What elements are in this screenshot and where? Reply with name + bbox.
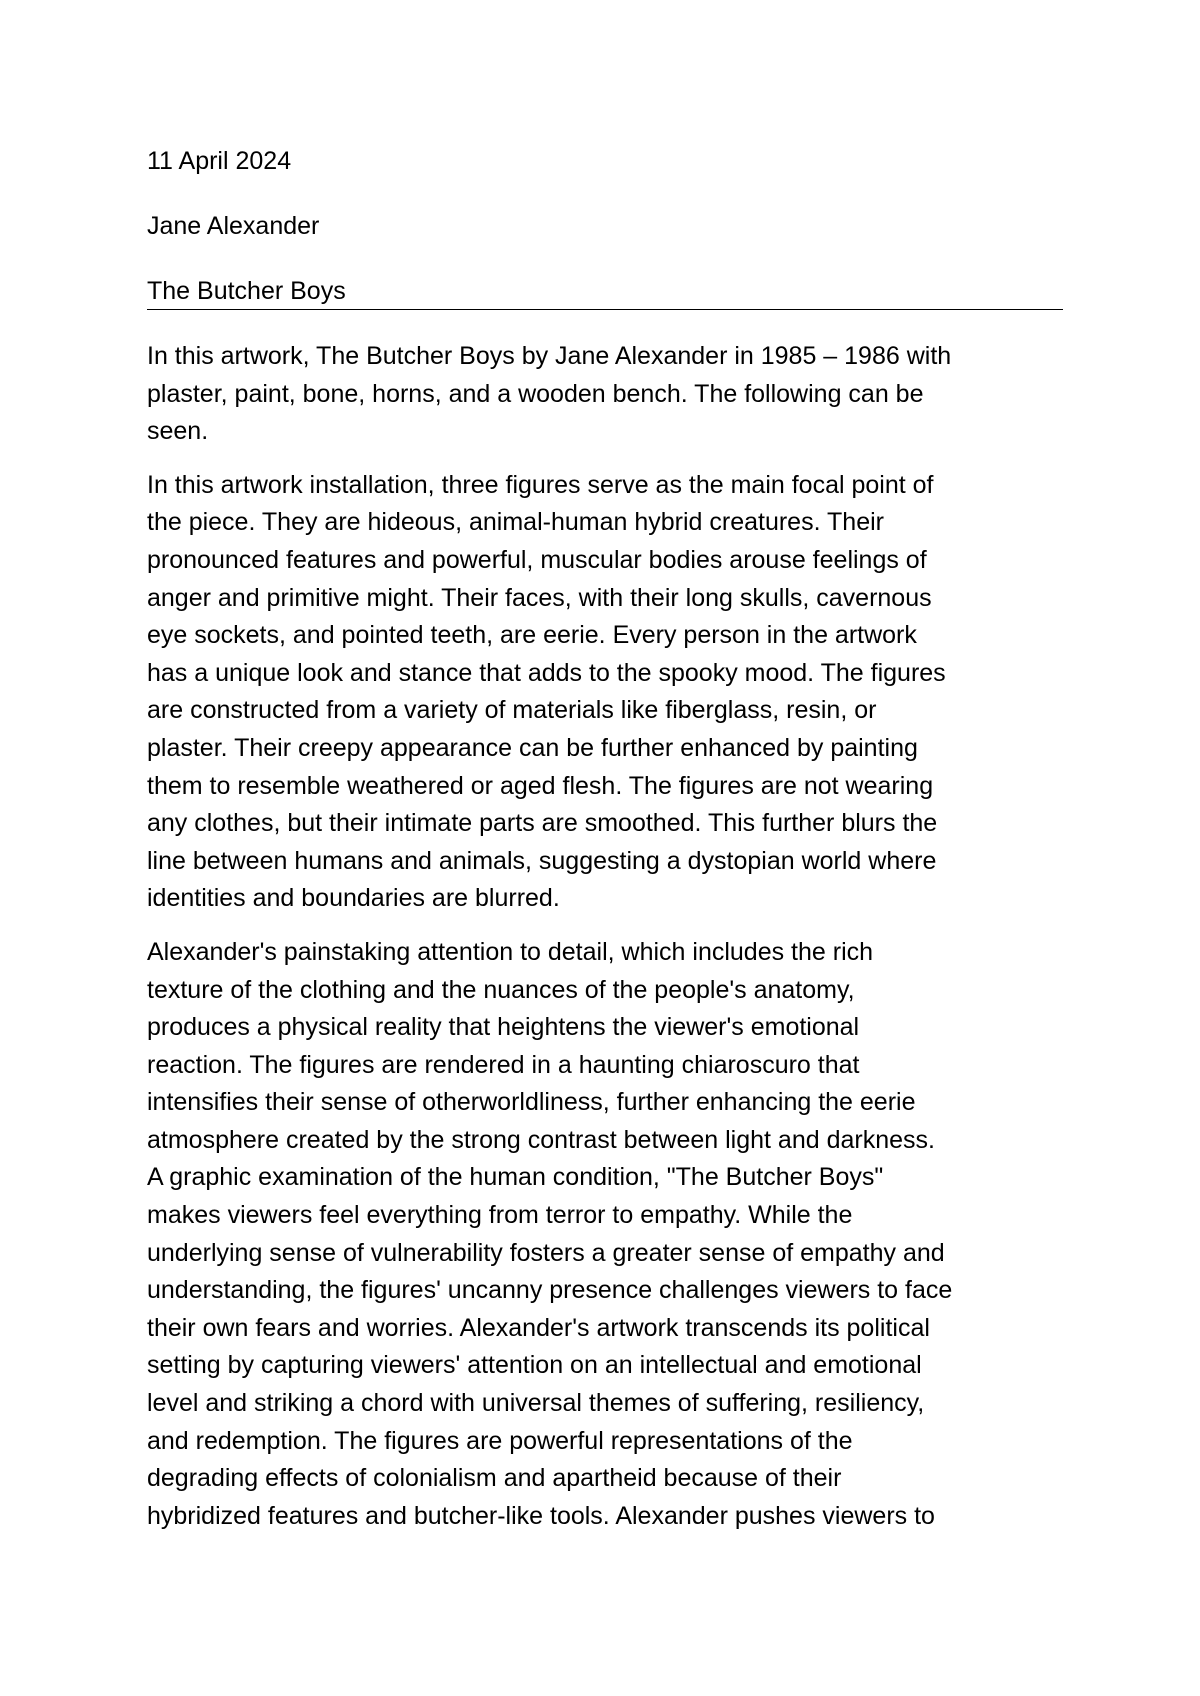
paragraph-line: seen. — [147, 417, 209, 446]
paragraph-line: In this artwork, The Butcher Boys by Jane Alexander in 1985 – 1986 with — [147, 342, 952, 370]
paragraph-line: and redemption. The figures are powerful representations of the — [147, 1426, 853, 1455]
paragraph-line: plaster. Their creepy appearance can be further enhanced by painting — [147, 733, 918, 762]
paragraph-line: Alexander's painstaking attention to detail, which includes the rich — [147, 937, 874, 966]
paragraph-line: their own fears and worries. Alexander's artwork transcends its political — [147, 1313, 930, 1342]
paragraph-line: intensifies their sense of otherworldliness, further enhancing the eerie — [147, 1088, 916, 1117]
paragraph-line: identities and boundaries are blurred. — [147, 884, 560, 913]
paragraph-line: makes viewers feel everything from terror to empathy. While the — [147, 1201, 853, 1230]
paragraph-line: texture of the clothing and the nuances of the people's anatomy, — [147, 975, 855, 1004]
paragraph-line: them to resemble weathered or aged flesh. The figures are not wearing — [147, 771, 934, 800]
paragraph-line: level and striking a chord with universal themes of suffering, resiliency, — [147, 1389, 925, 1418]
paragraph-line: has a unique look and stance that adds to the spooky mood. The figures — [147, 658, 946, 687]
paragraph-line: A graphic examination of the human condition, "The Butcher Boys" — [147, 1163, 884, 1192]
paragraph-line: underlying sense of vulnerability fosters a greater sense of empathy and — [147, 1238, 945, 1267]
paragraph — [147, 338, 1063, 451]
paragraph-line: pronounced features and powerful, muscular bodies arouse feelings of — [147, 545, 927, 574]
paragraph-line: any clothes, but their intimate parts are smoothed. This further blurs the — [147, 809, 938, 838]
title-rule — [147, 273, 1063, 310]
paragraph-line: produces a physical reality that heightens the viewer's emotional — [147, 1013, 860, 1042]
document-title: The Butcher Boys — [147, 277, 346, 305]
paragraph-line: anger and primitive might. Their faces, with their long skulls, cavernous — [147, 583, 932, 612]
document-date: 11 April 2024 — [147, 147, 292, 175]
paragraph-line: In this artwork installation, three figures serve as the main focal point of — [147, 470, 934, 499]
paragraph-line: the piece. They are hideous, animal-human hybrid creatures. Their — [147, 508, 884, 537]
paragraph-line: are constructed from a variety of materials like fiberglass, resin, or — [147, 696, 877, 725]
paragraph-line: understanding, the figures' uncanny presence challenges viewers to face — [147, 1276, 953, 1305]
document-author: Jane Alexander — [147, 212, 320, 240]
paragraph-line: hybridized features and butcher-like tools. Alexander pushes viewers to — [147, 1501, 935, 1530]
document-page — [147, 143, 1063, 1551]
paragraph-line: eye sockets, and pointed teeth, are eerie. Every person in the artwork — [147, 621, 917, 650]
paragraph-line: plaster, paint, bone, horns, and a wooden bench. The following can be — [147, 379, 924, 408]
paragraph-line: line between humans and animals, suggesting a dystopian world where — [147, 846, 937, 875]
paragraph-line: atmosphere created by the strong contrast between light and darkness. — [147, 1125, 935, 1154]
paragraph-line: setting by capturing viewers' attention on an intellectual and emotional — [147, 1351, 922, 1380]
paragraph-line: reaction. The figures are rendered in a haunting chiaroscuro that — [147, 1050, 860, 1079]
paragraph — [147, 934, 1063, 1536]
paragraph-line: degrading effects of colonialism and apartheid because of their — [147, 1464, 842, 1493]
paragraph — [147, 467, 1063, 918]
